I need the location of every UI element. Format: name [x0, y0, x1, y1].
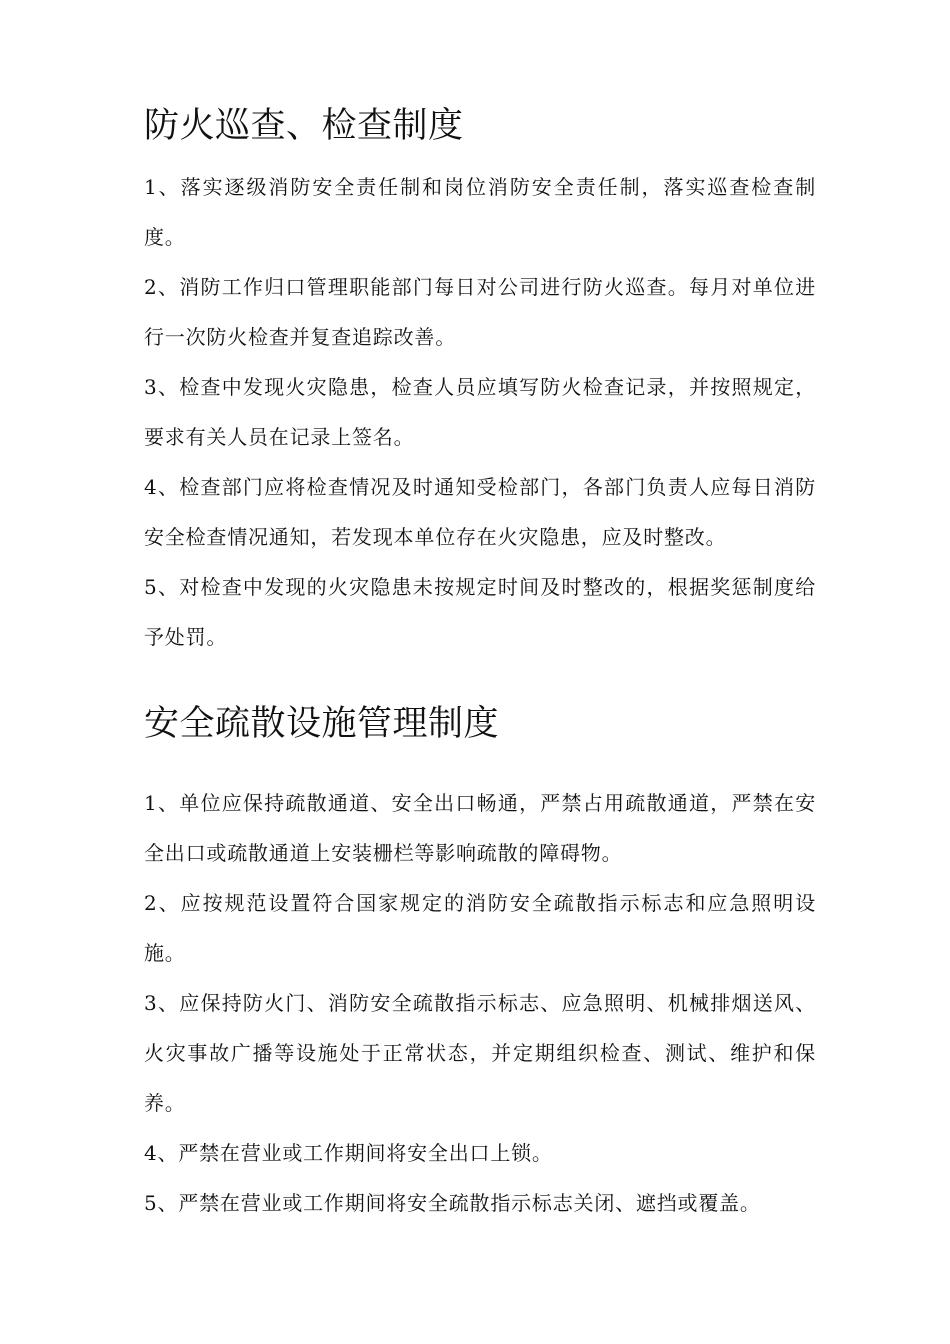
list-item: 1、落实逐级消防安全责任制和岗位消防安全责任制，落实巡查检查制度。: [144, 175, 816, 249]
list-item: 4、检查部门应将检查情况及时通知受检部门，各部门负责人应每日消防安全检查情况通知，若发现本单位存在火灾隐患，应及时整改。: [144, 475, 816, 549]
list-item: 4、严禁在营业或工作期间将安全出口上锁。: [144, 1141, 553, 1165]
section-evacuation-facilities: [144, 698, 816, 1228]
section-title: 安全疏散设施管理制度: [144, 704, 500, 744]
list-item: 3、检查中发现火灾隐患，检查人员应填写防火检查记录，并按照规定，要求有关人员在记录上签名。: [144, 375, 816, 449]
list-item: 5、严禁在营业或工作期间将安全疏散指示标志关闭、遮挡或覆盖。: [144, 1191, 761, 1215]
list-item: 1、单位应保持疏散通道、安全出口畅通，严禁占用疏散通道，严禁在安全出口或疏散通道上安装栅栏等影响疏散的障碍物。: [144, 791, 816, 865]
section-title: 防火巡查、检查制度: [144, 106, 464, 146]
list-item: 2、应按规范设置符合国家规定的消防安全疏散指示标志和应急照明设施。: [144, 891, 816, 965]
list-item: 2、消防工作归口管理职能部门每日对公司进行防火巡查。每月对单位进行一次防火检查并复查追踪改善。: [144, 275, 816, 349]
list-item: 5、对检查中发现的火灾隐患未按规定时间及时整改的，根据奖惩制度给予处罚。: [144, 575, 816, 649]
list-item: 3、应保持防火门、消防安全疏散指示标志、应急照明、机械排烟送风、火灾事故广播等设施处于正常状态，并定期组织检查、测试、维护和保养。: [144, 991, 816, 1115]
section-fire-patrol-inspection: [144, 100, 816, 662]
